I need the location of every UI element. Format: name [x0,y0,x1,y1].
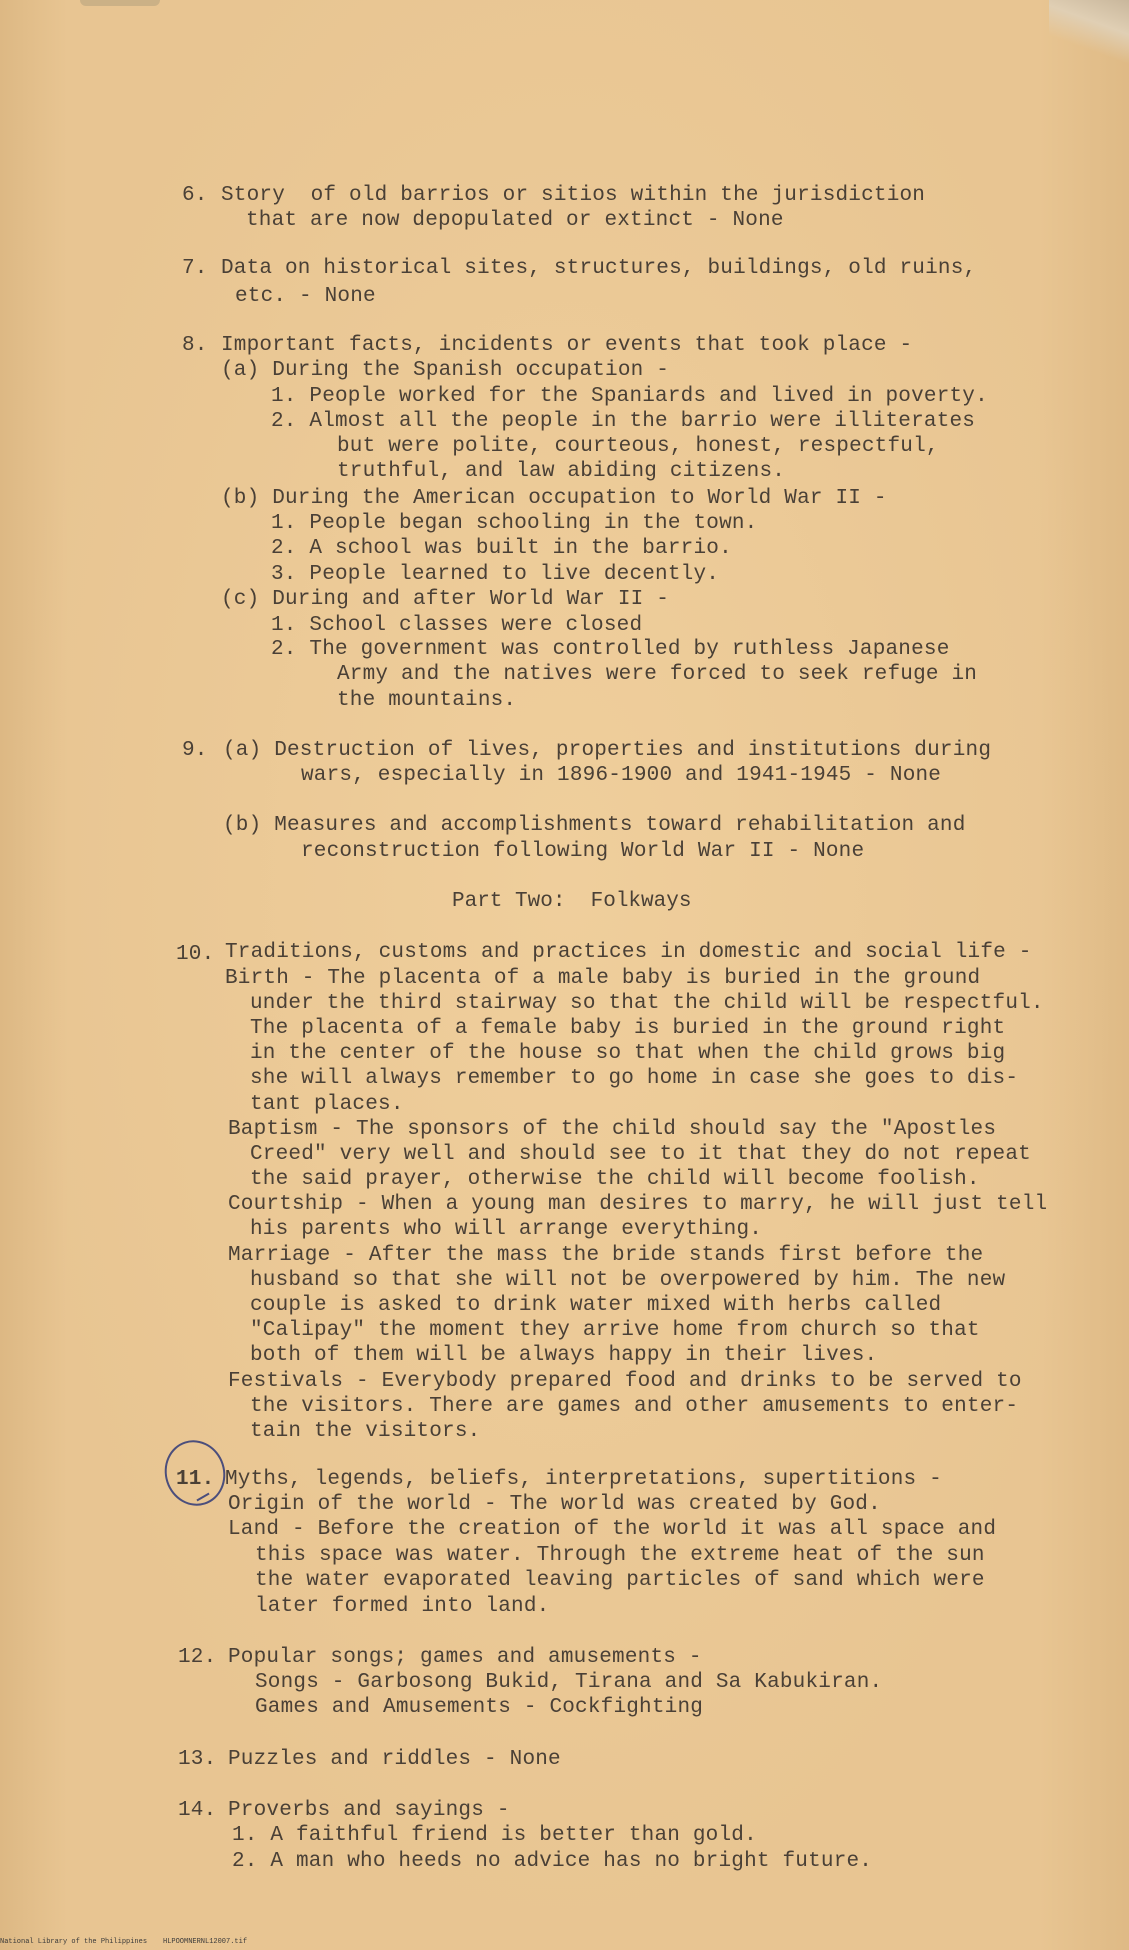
item-8-line-1: Important facts, incidents or events that took place - [221,334,913,357]
item-10-line-7: tant places. [250,1093,404,1116]
item-10-line-2: Birth - The placenta of a male baby is buried in the ground [225,967,981,990]
item-12-line-2: Songs - Garbosong Bukid, Tirana and Sa Kabukiran. [255,1671,883,1694]
item-11-line-2: Origin of the world - The world was created by God. [228,1493,881,1516]
item-8-a1: 1. People worked for the Spaniards and lived in poverty. [271,385,988,408]
footer-library: National Library of the Philippines [0,1938,148,1946]
item-12-number: 12. [178,1646,217,1669]
item-13-number: 13. [178,1748,217,1771]
item-10-line-16: "Calipay" the moment they arrive home from church so that [250,1319,980,1342]
item-14-number: 14. [178,1799,217,1822]
item-8-b: (b) During the American occupation to World War II - [221,487,887,510]
item-10-line-17: both of them will be always happy in their lives. [250,1344,878,1367]
item-10-line-13: Marriage - After the mass the bride stands first before the [228,1244,984,1267]
item-13-line-1: Puzzles and riddles - None [228,1748,561,1771]
item-6-number: 6. [182,184,208,207]
item-10-line-4: The placenta of a female baby is buried in the ground right [250,1017,1006,1040]
item-7-line-2: etc. - None [235,285,376,308]
item-10-line-18: Festivals - Everybody prepared food and drinks to be served to [228,1370,1022,1393]
item-10-line-9: Creed" very well and should see to it that they do not repeat [250,1143,1031,1166]
item-14-line-3: 2. A man who heeds no advice has no bright future. [232,1850,873,1873]
item-8-b1: 1. People began schooling in the town. [271,512,758,535]
item-10-line-10: the said prayer, otherwise the child will become foolish. [250,1168,980,1191]
item-11-line-5: the water evaporated leaving particles of sand which were [255,1569,985,1592]
item-8-c: (c) During and after World War II - [221,588,670,611]
torn-corner [1049,0,1129,70]
item-6-line-2: that are now depopulated or extinct - None [246,209,784,232]
item-8-b2: 2. A school was built in the barrio. [271,537,732,560]
footer-file: HLPOOMNERNL12007.tif [163,1938,248,1946]
item-14-line-1: Proverbs and sayings - [228,1799,510,1822]
item-11-line-1: Myths, legends, beliefs, interpretations, supertitions - [225,1468,942,1491]
item-9-a: (a) Destruction of lives, properties and institutions during [223,739,992,762]
item-10-line-11: Courtship - When a young man desires to marry, he will just tell [228,1193,1048,1216]
item-8-b3: 3. People learned to live decently. [271,563,720,586]
item-8-a2: 2. Almost all the people in the barrio were illiterates [271,410,976,433]
item-9-b2: reconstruction following World War II - None [301,840,865,863]
item-9-b: (b) Measures and accomplishments toward rehabilitation and [223,814,966,837]
item-10-line-1: Traditions, customs and practices in domestic and social life - [225,941,1032,964]
item-8-c2b: Army and the natives were forced to seek refuge in [337,663,978,686]
top-edge-mark [80,0,160,6]
item-11-line-4: this space was water. Through the extreme heat of the sun [255,1544,985,1567]
item-10-line-5: in the center of the house so that when the child grows big [250,1042,1006,1065]
item-8-c1: 1. School classes were closed [271,614,643,637]
item-10-line-12: his parents who will arrange everything. [250,1218,763,1241]
item-11-line-6: later formed into land. [255,1595,550,1618]
item-9-number: 9. [182,739,208,762]
item-8-c2c: the mountains. [337,689,517,712]
item-8-number: 8. [182,334,208,357]
item-10-line-14: husband so that she will not be overpowered by him. The new [250,1269,1006,1292]
part-two-heading: Part Two: Folkways [452,890,692,913]
item-8-a: (a) During the Spanish occupation - [221,359,670,382]
item-11-line-3: Land - Before the creation of the world it was all space and [228,1518,997,1541]
item-8-a2b: but were polite, courteous, honest, respectful, [337,435,939,458]
item-10-line-19: the visitors. There are games and other amusements to enter- [250,1395,1019,1418]
item-10-line-6: she will always remember to go home in case she goes to dis- [250,1067,1019,1090]
item-9-a2: wars, especially in 1896-1900 and 1941-1945 - None [301,764,942,787]
item-12-line-1: Popular songs; games and amusements - [228,1646,702,1669]
item-10-line-8: Baptism - The sponsors of the child should say the "Apostles [228,1118,997,1141]
item-12-line-3: Games and Amusements - Cockfighting [255,1696,704,1719]
item-11-number: 11. [176,1468,215,1491]
item-10-line-20: tain the visitors. [250,1420,481,1443]
item-8-c2: 2. The government was controlled by ruthless Japanese [271,638,950,661]
item-10-line-3: under the third stairway so that the child will be respectful. [250,992,1044,1015]
item-14-line-2: 1. A faithful friend is better than gold. [232,1824,757,1847]
item-10-line-15: couple is asked to drink water mixed with herbs called [250,1294,942,1317]
item-8-a2c: truthful, and law abiding citizens. [337,460,786,483]
item-7-line-1: Data on historical sites, structures, buildings, old ruins, [221,257,977,280]
item-6-line-1: Story of old barrios or sitios within the jurisdiction [221,184,926,207]
item-7-number: 7. [182,257,208,280]
item-10-number: 10. [176,943,215,966]
